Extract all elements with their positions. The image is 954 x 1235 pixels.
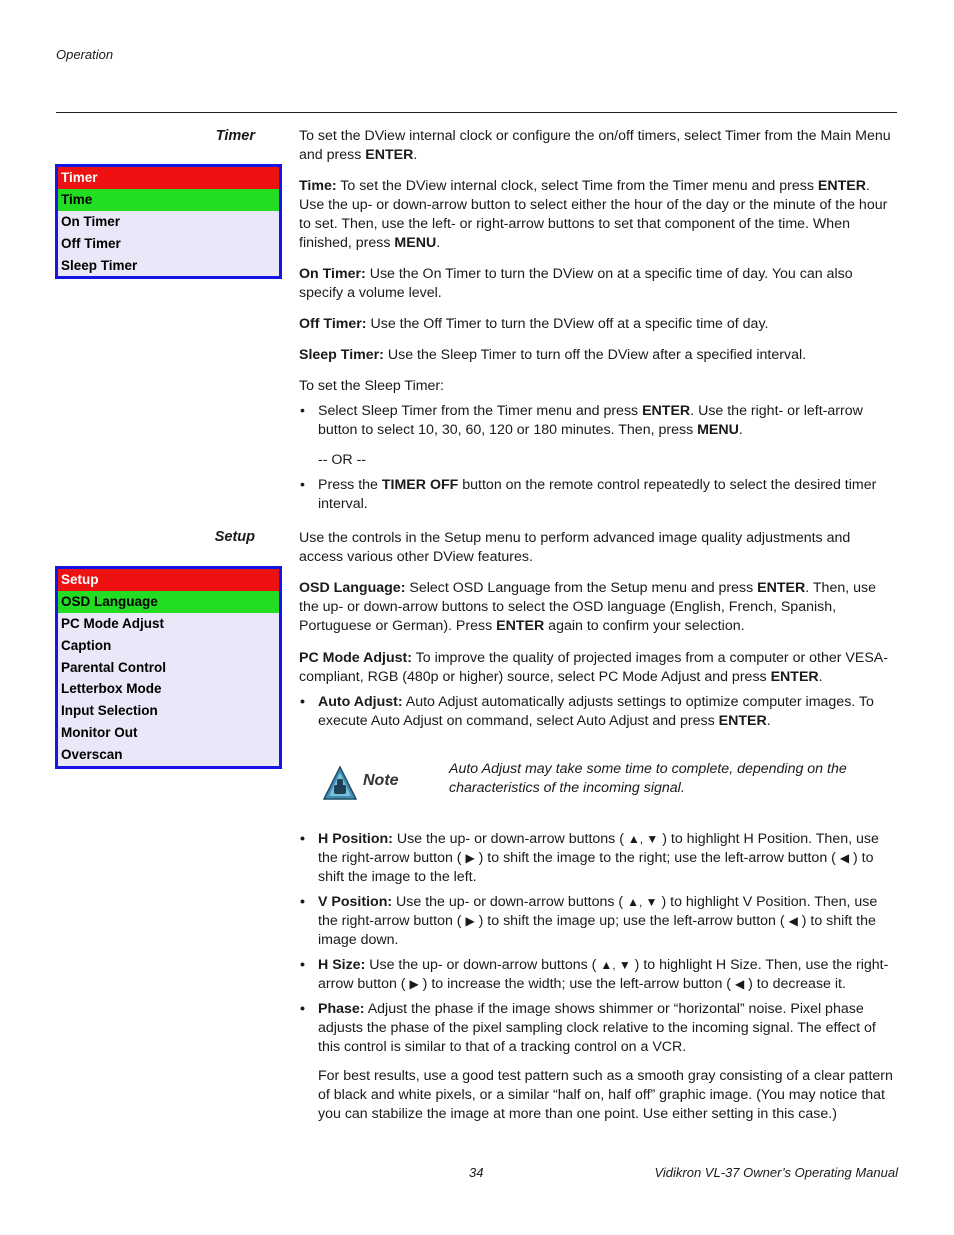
setup-menu-item-overscan: Overscan bbox=[61, 747, 123, 763]
setup-menu-item-letterbox-mode: Letterbox Mode bbox=[61, 681, 162, 697]
setup-intro: Use the controls in the Setup menu to perform advanced image quality adjustments and access various other DView features. bbox=[299, 530, 851, 565]
timer-menu-item-sleep-timer: Sleep Timer bbox=[61, 257, 138, 273]
up-down-arrow-icon: ▲, ▼ bbox=[627, 832, 659, 846]
timer-menu-title: Timer bbox=[58, 167, 279, 189]
note-label: Note bbox=[363, 772, 399, 789]
manual-title: Vidikron VL-37 Owner’s Operating Manual bbox=[654, 1165, 898, 1180]
note-hand-icon bbox=[322, 765, 358, 801]
setup-body bbox=[299, 529, 897, 731]
setup-menu-title: Setup bbox=[58, 569, 279, 591]
phase-bullet: • Phase: Adjust the phase if the image shows shimmer or “horizontal” noise. Pixel phase adjusts the phase of the pixel sampling clock relative to the incoming signal. The effect of this control is similar to that of a tracking control on a VCR. bbox=[299, 1000, 897, 1057]
auto-adjust-bullet: • Auto Adjust: Auto Adjust automatically adjusts settings to optimize computer images. To execute Auto Adjust on command, select Auto Adjust and press ENTER. bbox=[299, 693, 897, 731]
on-timer-paragraph: On Timer: Use the On Timer to turn the DView on at a specific time of day. You can also specify a volume level. bbox=[299, 266, 853, 301]
setup-menu-item-monitor-out: Monitor Out bbox=[61, 725, 138, 741]
left-arrow-icon: ◀ bbox=[839, 851, 850, 865]
setup-menu-item-caption: Caption bbox=[61, 637, 112, 653]
v-position-bullet: • V Position: Use the up- or down-arrow buttons ( ▲, ▼ ) to highlight V Position. Then, use the right-arrow button ( ▶ ) to shift the image up; use the left-arrow button ( ◀ ) to shift the image down. bbox=[299, 893, 897, 950]
timer-menu-item-on-timer: On Timer bbox=[61, 213, 121, 229]
timer-body bbox=[299, 127, 897, 514]
timer-menu bbox=[55, 164, 282, 279]
setup-menu-item-input-selection: Input Selection bbox=[61, 703, 158, 719]
off-timer-paragraph: Off Timer: Use the Off Timer to turn the DView off at a specific time of day. bbox=[299, 316, 769, 332]
sleep-howto: To set the Sleep Timer: bbox=[299, 378, 445, 394]
or-separator: -- OR -- bbox=[318, 452, 367, 468]
pc-mode-adjust-paragraph: PC Mode Adjust: To improve the quality of projected images from a computer or other VESA-compliant, RGB (480p or higher) source, select PC Mode Adjust and press ENTER. bbox=[299, 650, 888, 685]
timer-heading: Timer bbox=[215, 128, 255, 144]
note-text: Auto Adjust may take some time to complete, depending on the characteristics of the incoming signal. bbox=[449, 761, 847, 796]
running-header: Operation bbox=[56, 47, 114, 62]
up-down-arrow-icon: ▲, ▼ bbox=[627, 895, 658, 909]
timer-menu-item-off-timer: Off Timer bbox=[61, 235, 121, 251]
setup-menu-item-parental-control: Parental Control bbox=[61, 659, 167, 675]
sleep-bullet-2: • Press the TIMER OFF button on the remote control repeatedly to select the desired timer interval. bbox=[299, 476, 897, 514]
timer-intro: To set the DView internal clock or configure the on/off timers, select Timer from the Main Menu and press ENTER. bbox=[299, 128, 891, 163]
h-position-bullet: • H Position: Use the up- or down-arrow buttons ( ▲, ▼ ) to highlight H Position. Then, use the right-arrow button ( ▶ ) to shift the image to the right; use the left-arrow button ( ◀ ) to shift the image to the left. bbox=[299, 830, 897, 887]
sleep-timer-paragraph: Sleep Timer: Use the Sleep Timer to turn off the DView after a specified interval. bbox=[299, 347, 807, 363]
time-paragraph: Time: To set the DView internal clock, select Time from the Timer menu and press ENTER. Use the up- or down-arrow button to select either the hour of the day or the minute of the hour to set. Then, use the left- or right-arrow buttons to set that component of the time. When finished, press MENU. bbox=[299, 178, 888, 251]
setup-body-continued bbox=[299, 830, 897, 1124]
setup-menu-item-pc-mode-adjust: PC Mode Adjust bbox=[61, 615, 164, 631]
up-down-arrow-icon: ▲, ▼ bbox=[600, 958, 631, 972]
setup-menu-item-osd-language: OSD Language bbox=[58, 591, 279, 613]
right-arrow-icon: ▶ bbox=[465, 851, 475, 865]
sleep-bullet-1: • Select Sleep Timer from the Timer menu and press ENTER. Use the right- or left-arrow button to select 10, 30, 60, 120 or 180 minutes. Then, press MENU. bbox=[299, 402, 897, 440]
phase-tip: For best results, use a good test pattern such as a smooth gray consisting of a clear pattern of black and white pixels, or a similar “half on, half off” graphic image. (You may notice that you can stabilize the image at more than one point. Use either setting in this case.) bbox=[318, 1068, 893, 1122]
timer-menu-item-time: Time bbox=[58, 189, 279, 211]
right-arrow-icon: ▶ bbox=[409, 977, 419, 991]
header-rule bbox=[56, 112, 897, 113]
setup-heading: Setup bbox=[214, 529, 255, 545]
page-number: 34 bbox=[469, 1165, 484, 1180]
h-size-bullet: • H Size: Use the up- or down-arrow buttons ( ▲, ▼ ) to highlight H Size. Then, use the right-arrow button ( ▶ ) to increase the width; use the left-arrow button ( ◀ ) to decrease it. bbox=[299, 956, 897, 994]
left-arrow-icon: ◀ bbox=[734, 977, 745, 991]
right-arrow-icon: ▶ bbox=[465, 914, 475, 928]
setup-menu bbox=[55, 566, 282, 769]
left-arrow-icon: ◀ bbox=[788, 914, 798, 928]
osd-language-paragraph: OSD Language: Select OSD Language from the Setup menu and press ENTER. Then, use the up- or down-arrow buttons to select the OSD language (English, French, Spanish, Portuguese or German). Press ENTER again to confirm your selection. bbox=[299, 580, 876, 634]
